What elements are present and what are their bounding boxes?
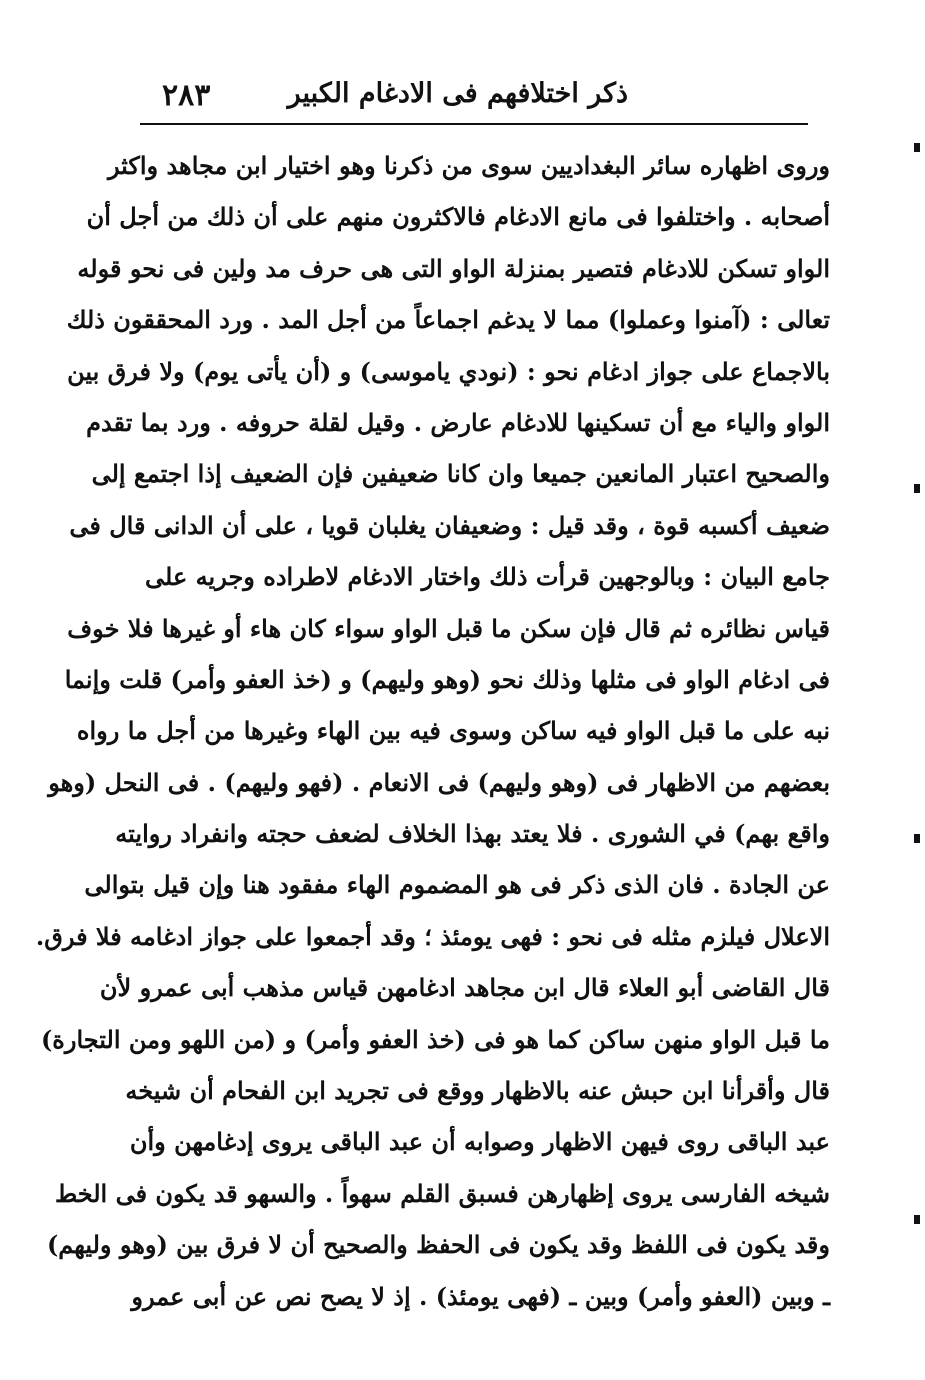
- page-header: [140, 78, 808, 118]
- text-line: تعالى : (آمنوا وعملوا) مما لا يدغم اجماعاً من أجل المد . ورد المحققون ذلك: [66, 305, 830, 335]
- text-line: واقع بهم) في الشورى . فلا يعتد بهذا الخلاف لضعف حجته وانفراد روايته: [115, 819, 830, 849]
- body-text: [35, 140, 830, 1322]
- text-line: ضعيف أكسبه قوة ، وقد قيل : وضعيفان يغلبان قويا ، على أن الدانى قال فى: [69, 510, 830, 540]
- page-number: ٢٨٣: [162, 78, 211, 113]
- scan-margin-mark: [914, 143, 920, 152]
- text-line: جامع البيان : وبالوجهين قرأت ذلك واختار الادغام لاطراده وجريه على: [145, 562, 830, 592]
- text-line: عبد الباقى روى فيهن الاظهار وصوابه أن عبد الباقى يروى إدغامهن وأن: [129, 1127, 830, 1157]
- scan-margin-mark: [914, 1215, 920, 1224]
- text-line: قال القاضى أبو العلاء قال ابن مجاهد ادغامهن قياس مذهب أبى عمرو لأن: [99, 973, 830, 1003]
- running-title: ذكر اختلافهم فى الادغام الكبير: [287, 78, 628, 109]
- text-line: وقد يكون فى اللفظ وقد يكون فى الحفظ والصحيح أن لا فرق بين (وهو وليهم): [46, 1230, 830, 1260]
- text-line: قياس نظائره ثم قال فإن سكن ما قبل الواو سواء كان هاء أو غيرها فلا خوف: [67, 613, 830, 643]
- text-line: ما قبل الواو منهن ساكن كما هو فى (خذ العفو وأمر) و (من اللهو ومن التجارة): [40, 1024, 830, 1054]
- text-line: أصحابه . واختلفوا فى مانع الادغام فالاكثرون منهم على أن ذلك من أجل أن: [86, 202, 830, 232]
- header-rule: [140, 123, 808, 125]
- text-line: شيخه الفارسى يروى إظهارهن فسبق القلم سهواً . والسهو قد يكون فى الخط: [54, 1178, 830, 1208]
- text-line: عن الجادة . فان الذى ذكر فى هو المضموم الهاء مفقود هنا وإن قيل بتوالى: [84, 870, 830, 900]
- text-line: الاعلال فيلزم مثله فى نحو : فهى يومئذ ؛ وقد أجمعوا على جواز ادغامه فلا فرق.: [35, 921, 830, 951]
- text-line: بعضهم من الاظهار فى (وهو وليهم) فى الانعام . (فهو وليهم) . فى النحل (وهو: [48, 767, 830, 797]
- text-line: قال وأقرأنا ابن حبش عنه بالاظهار ووقع فى تجريد ابن الفحام أن شيخه: [125, 1076, 830, 1106]
- text-line: فى ادغام الواو فى مثلها وذلك نحو (وهو وليهم) و (خذ العفو وأمر) قلت وإنما: [64, 664, 830, 694]
- text-line: نبه على ما قبل الواو فيه ساكن وسوى فيه بين الهاء وغيرها من أجل ما رواه: [76, 716, 830, 746]
- scan-margin-mark: [914, 484, 920, 493]
- text-line: الواو والياء مع أن تسكينها للادغام عارض . وقيل لقلة حروفه . ورد بما تقدم: [86, 407, 830, 437]
- text-line: وروى اظهاره سائر البغداديين سوى من ذكرنا وهو اختيار ابن مجاهد واكثر: [107, 151, 830, 180]
- text-line: بالاجماع على جواز ادغام نحو : (نودي ياموسى) و (أن يأتى يوم) ولا فرق بين: [67, 356, 830, 386]
- scan-margin-mark: [914, 834, 920, 843]
- text-line: والصحيح اعتبار المانعين جميعا وان كانا ضعيفين فإن الضعيف إذا اجتمع إلى: [91, 459, 830, 489]
- text-line: ـ وبين (العفو وأمر) وبين ـ (فهى يومئذ) . إذ لا يصح نص عن أبى عمرو: [131, 1281, 830, 1311]
- text-line: الواو تسكن للادغام فتصير بمنزلة الواو التى هى حرف مد ولين فى نحو قوله: [77, 253, 830, 283]
